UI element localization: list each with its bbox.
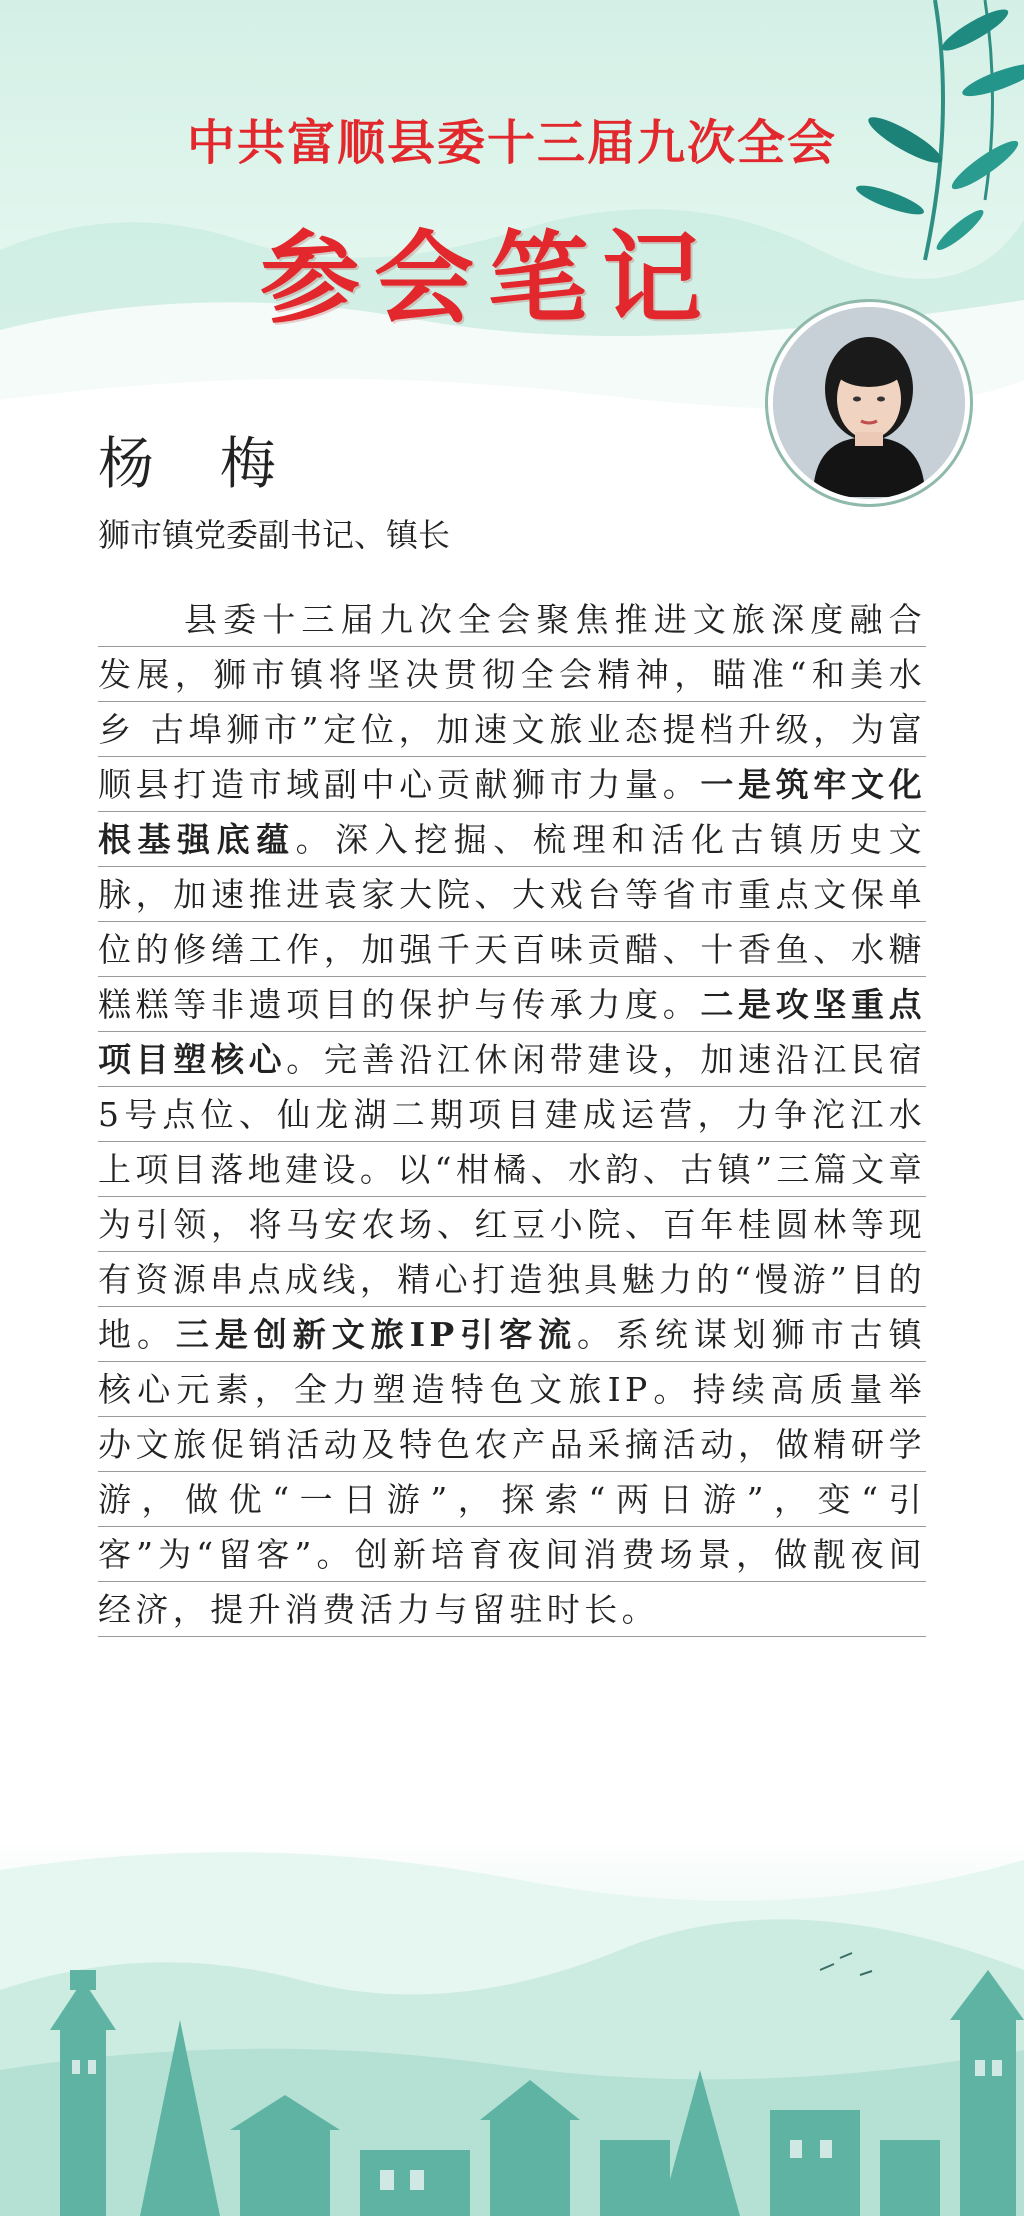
article-text: 。完善沿江休闲带建设，加速沿江民宿5号点位、仙龙湖二期项目建成运营，力争沱江水上项目落地建设。以“柑橘、水韵、古镇”三篇文章为引领，将马安农场、红豆小院、百年桂圆林等现有资源串点成线，精心打造独具魅力的“慢游”目的地。 [98,1040,927,1354]
article-text: 。系统谋划狮市古镇核心元素，全力塑造特色文旅IP。持续高质量举办文旅促销活动及特色农产品采摘活动，做精研学游，做优“一日游”，探索“两日游”，变“引客”为“留客”。创新培育夜间消费场景，做靓夜间经济，提升消费活力与留驻时长。 [98,1315,927,1629]
person-name: 杨 梅 [98,432,300,497]
article-text: 县委十三届九次全会聚焦推进文旅深度融合发展，狮市镇将坚决贯彻全会精神，瞄准“和美水乡 古埠狮市”定位，加速文旅业态提档升级，为富顺县打造市域副中心贡献狮市力量。 [98,600,926,804]
article-text: 。深入挖掘、梳理和活化古镇历史文脉，加速推进袁家大院、大戏台等省市重点文保单位的修缮工作，加强千天百味贡醋、十香鱼、水糖糕糕等非遗项目的保护与传承力度。 [98,820,927,1024]
portrait-photo [773,307,965,499]
footer-background [0,1840,1024,2216]
article-highlight: 三是创新文旅IP引客流 [175,1315,578,1354]
article-highlight: 二是攻坚重点项目塑核心 [98,985,926,1079]
notes-subtitle: 参会笔记 [260,219,716,337]
article-body [98,592,926,1637]
person-position: 狮市镇党委副书记、镇长 [98,516,451,554]
article-highlight: 一是筑牢文化根基强底蕴 [98,765,926,859]
town-skyline-decoration [0,1840,1024,2216]
avatar [768,302,970,504]
meeting-title: 中共富顺县委十三届九次全会 [186,115,837,171]
